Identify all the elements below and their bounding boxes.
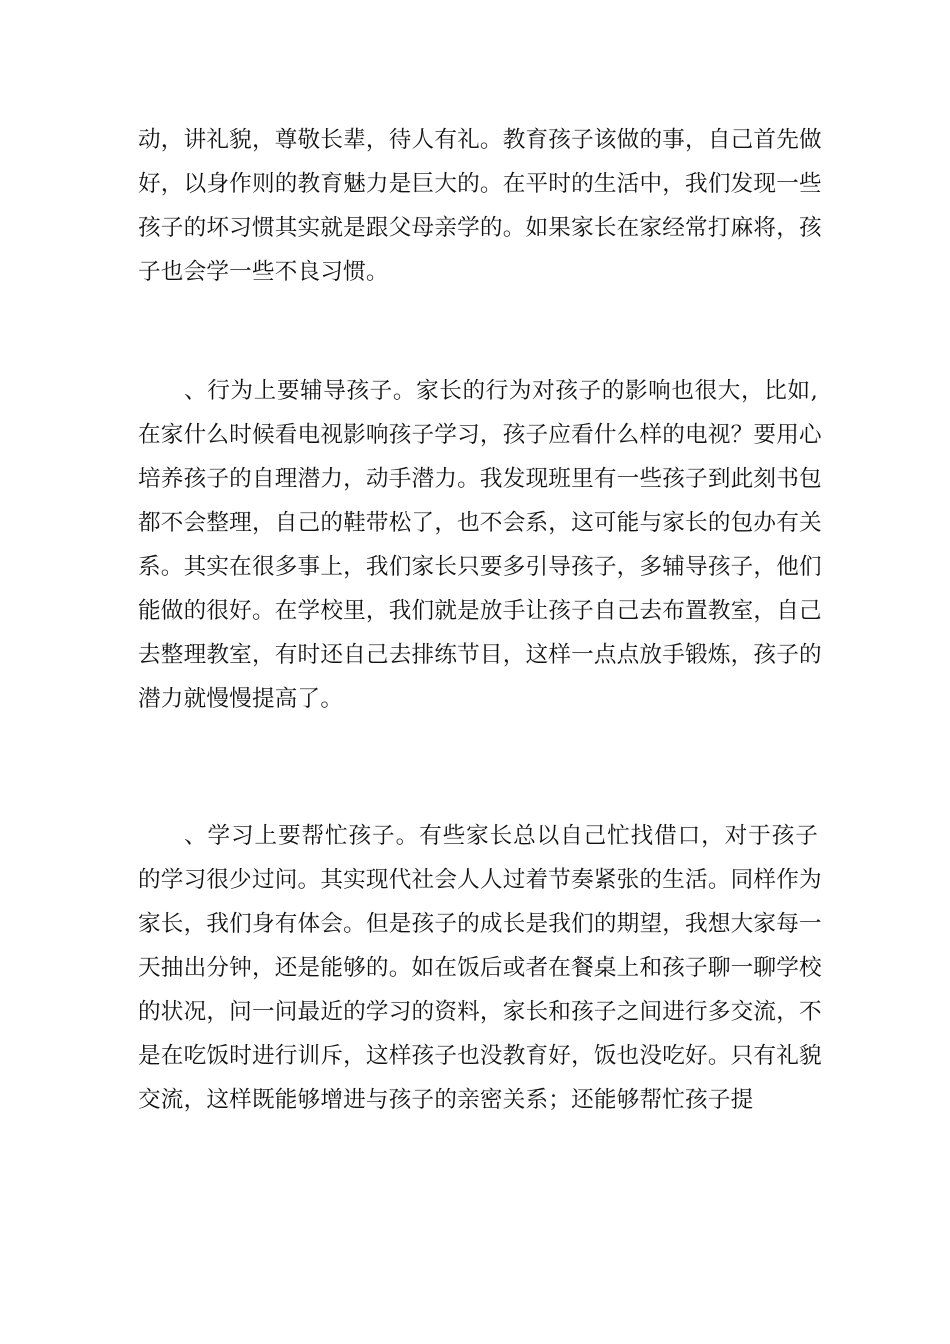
paragraph-3-line-5: 的状况，问一问最近的学习的资料，家长和孩子之间进行多交流，不 [138,999,822,1025]
paragraph-2-line-2: 在家什么时候看电视影响孩子学习，孩子应看什么样的电视？要用心 [138,422,822,448]
paragraph-1-line-4: 子也会学一些不良习惯。 [138,259,389,285]
paragraph-2-line-5: 系。其实在很多事上，我们家长只要多引导孩子，多辅导孩子，他们 [138,554,822,580]
paragraph-1-line-2: 好，以身作则的教育魅力是巨大的。在平时的生活中，我们发现一些 [138,171,822,197]
paragraph-3-line-2: 的学习很少过问。其实现代社会人人过着节奏紧张的生活。同样作为 [138,867,822,893]
paragraph-1-line-1: 动，讲礼貌，尊敬长辈，待人有礼。教育孩子该做的事，自己首先做 [138,127,822,153]
paragraph-3-line-3: 家长，我们身有体会。但是孩子的成长是我们的期望，我想大家每一 [138,911,822,937]
paragraph-2-line-4: 都不会整理，自己的鞋带松了，也不会系，这可能与家长的包办有关 [138,510,822,536]
paragraph-3-line-1: 、学习上要帮忙孩子。有些家长总以自己忙找借口，对于孩子 [184,823,818,849]
paragraph-3-line-6: 是在吃饭时进行训斥，这样孩子也没教育好，饭也没吃好。只有礼貌 [138,1043,822,1069]
paragraph-2-line-1: 、行为上要辅导孩子。家长的行为对孩子的影响也很大，比如, [184,378,818,404]
paragraph-3-line-7: 交流，这样既能够增进与孩子的亲密关系；还能够帮忙孩子提 [138,1087,754,1113]
paragraph-2-line-3: 培养孩子的自理潜力，动手潜力。我发现班里有一些孩子到此刻书包 [138,466,822,492]
paragraph-2-line-8: 潜力就慢慢提高了。 [138,686,344,712]
paragraph-2-line-6: 能做的很好。在学校里，我们就是放手让孩子自己去布置教室，自己 [138,598,822,624]
paragraph-3-line-4: 天抽出分钟，还是能够的。如在饭后或者在餐桌上和孩子聊一聊学校 [138,955,822,981]
paragraph-1-line-3: 孩子的坏习惯其实就是跟父母亲学的。如果家长在家经常打麻将，孩 [138,215,822,241]
paragraph-2-line-7: 去整理教室，有时还自己去排练节目，这样一点点放手锻炼，孩子的 [138,642,822,668]
